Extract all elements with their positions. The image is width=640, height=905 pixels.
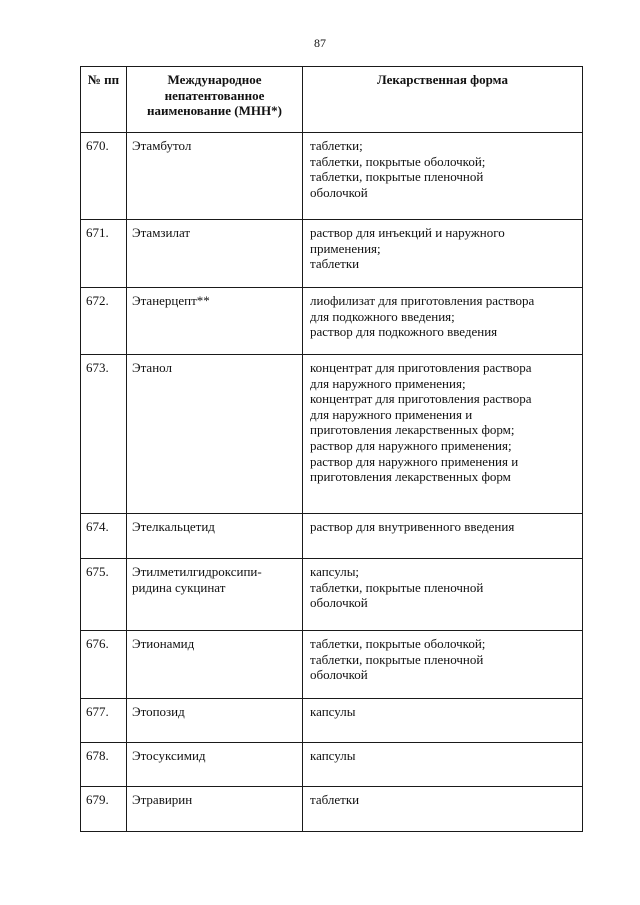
table-row: [81, 559, 583, 631]
inn-name-line: Этионамид: [132, 636, 195, 651]
inn-name: [127, 220, 303, 288]
dosage-form-line: капсулы;: [310, 564, 360, 579]
row-number: 674.: [81, 514, 127, 559]
row-number: 678.: [81, 743, 127, 787]
inn-name: [127, 559, 303, 631]
table-row: [81, 631, 583, 699]
dosage-form-line: таблетки, покрытые оболочкой;: [310, 153, 486, 169]
inn-name-line: Этамзилат: [132, 225, 191, 240]
dosage-form-line: раствор для инъекций и наружного: [310, 225, 505, 240]
inn-name: [127, 355, 303, 514]
dosage-form-line: таблетки, покрытые пленочной: [310, 651, 484, 667]
header-inn-line: наименование (МНН*): [147, 103, 282, 119]
dosage-form-line: для подкожного введения;: [310, 308, 455, 324]
inn-name: [127, 743, 303, 787]
dosage-form-line: таблетки: [310, 256, 360, 272]
dosage-form: [303, 288, 583, 355]
dosage-form: [303, 133, 583, 220]
row-number: 677.: [81, 699, 127, 743]
row-number: 672.: [81, 288, 127, 355]
table-row: [81, 743, 583, 787]
dosage-form-line: концентрат для приготовления раствора: [310, 360, 532, 375]
table-row: [81, 514, 583, 559]
dosage-form-line: таблетки, покрытые оболочкой;: [310, 636, 486, 651]
header-inn-line: Международное: [167, 72, 262, 87]
inn-name-line: ридина сукцинат: [132, 579, 226, 595]
inn-name-line: Этелкальцетид: [132, 519, 215, 534]
table-row: [81, 133, 583, 220]
dosage-form-line: приготовления лекарственных форм;: [310, 422, 515, 438]
row-number: 670.: [81, 133, 127, 220]
row-number: 673.: [81, 355, 127, 514]
dosage-form: [303, 787, 583, 832]
inn-name: [127, 288, 303, 355]
inn-name-line: Этамбутол: [132, 138, 192, 153]
dosage-form-line: для наружного применения и: [310, 406, 473, 422]
dosage-form-line: таблетки, покрытые пленочной: [310, 579, 484, 595]
header-inn-line: непатентованное: [164, 87, 265, 103]
dosage-form-line: таблетки;: [310, 138, 363, 153]
inn-name-line: Этилметилгидроксипи-: [132, 564, 262, 579]
dosage-form: [303, 743, 583, 787]
inn-name: [127, 514, 303, 559]
dosage-form-line: таблетки: [310, 792, 360, 807]
dosage-form: [303, 699, 583, 743]
header-number: № пп: [81, 67, 127, 133]
row-number: 675.: [81, 559, 127, 631]
dosage-form-line: раствор для наружного применения;: [310, 437, 512, 453]
inn-name: [127, 699, 303, 743]
dosage-form: [303, 514, 583, 559]
dosage-form-line: для наружного применения;: [310, 375, 466, 391]
table-header-row: [81, 67, 583, 133]
dosage-form: [303, 355, 583, 514]
dosage-form-line: концентрат для приготовления раствора: [310, 391, 532, 407]
dosage-form-line: раствор для внутривенного введения: [310, 519, 515, 534]
dosage-form-line: раствор для подкожного введения: [310, 324, 498, 340]
dosage-form-line: лиофилизат для приготовления раствора: [310, 293, 535, 308]
inn-name: [127, 133, 303, 220]
dosage-form-line: раствор для наружного применения и: [310, 453, 519, 469]
inn-name-line: Этопозид: [132, 704, 185, 719]
inn-name-line: Этравирин: [132, 792, 193, 807]
inn-name-line: Этосуксимид: [132, 748, 206, 763]
dosage-form-line: капсулы: [310, 748, 356, 763]
row-number: 676.: [81, 631, 127, 699]
drug-table: [80, 66, 583, 832]
dosage-form: [303, 559, 583, 631]
dosage-form-line: оболочкой: [310, 667, 368, 683]
row-number: 679.: [81, 787, 127, 832]
inn-name: [127, 631, 303, 699]
page-number: 87: [314, 36, 326, 50]
dosage-form-line: приготовления лекарственных форм: [310, 469, 511, 485]
table-row: [81, 355, 583, 514]
table-row: [81, 220, 583, 288]
inn-name: [127, 787, 303, 832]
dosage-form-line: капсулы: [310, 704, 356, 719]
inn-name-line: Этанол: [132, 360, 172, 375]
table-row: [81, 288, 583, 355]
inn-name-line: Этанерцепт**: [132, 293, 210, 308]
dosage-form-line: оболочкой: [310, 184, 368, 200]
dosage-form: [303, 631, 583, 699]
header-dosage-form: Лекарственная форма: [303, 67, 583, 133]
dosage-form-line: таблетки, покрытые пленочной: [310, 169, 484, 185]
table-row: [81, 699, 583, 743]
row-number: 671.: [81, 220, 127, 288]
header-inn-name: [127, 67, 303, 133]
dosage-form-line: оболочкой: [310, 595, 368, 611]
dosage-form-line: применения;: [310, 240, 381, 256]
table-row: [81, 787, 583, 832]
dosage-form: [303, 220, 583, 288]
